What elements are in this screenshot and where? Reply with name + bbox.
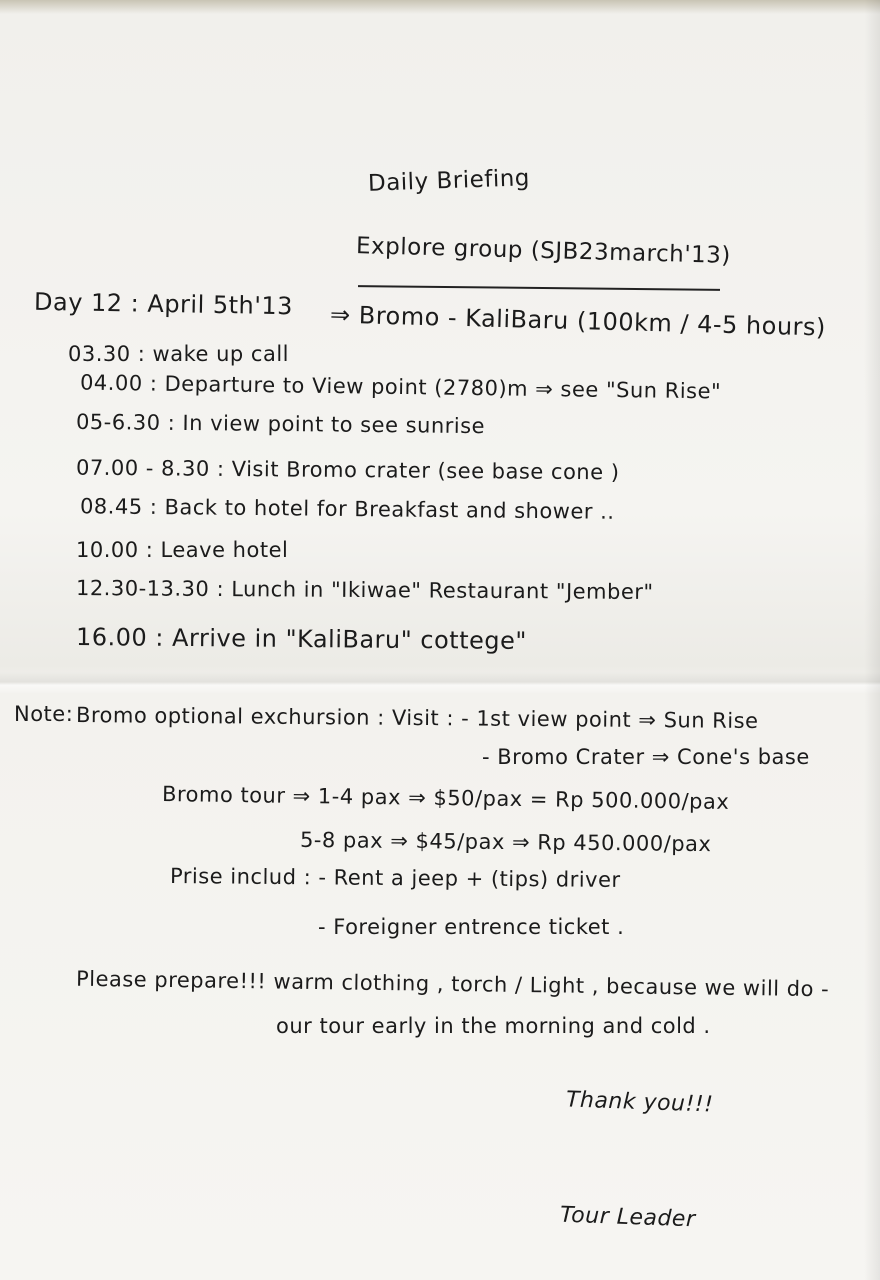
schedule-item: 05-6.30 : In view point to see sunrise [75, 409, 486, 439]
note-line: Bromo optional exchursion : Visit : - 1st view point ⇒ Sun Rise [75, 703, 759, 733]
schedule-item: 03.30 : wake up call [68, 342, 289, 366]
paper-top-edge [0, 0, 880, 14]
schedule-item: 08.45 : Back to hotel for Breakfast and shower .. [79, 494, 615, 524]
tour-price-line: 5-8 pax ⇒ $45/pax ⇒ Rp 450.000/pax [299, 827, 712, 857]
title-underline [358, 285, 720, 291]
closing-thanks: Thank you!!! [565, 1087, 714, 1118]
page-subtitle: Explore group (SJB23march'13) [355, 233, 732, 269]
paper-fold-crease [0, 672, 880, 694]
schedule-item: 16.00 : Arrive in "KaliBaru" cottege" [75, 623, 527, 655]
schedule-item: 04.00 : Departure to View point (2780)m ⇒ see "Sun Rise" [79, 370, 722, 404]
signature: Tour Leader [559, 1202, 696, 1233]
prepare-note: our tour early in the morning and cold . [276, 1014, 711, 1038]
schedule-item: 10.00 : Leave hotel [76, 538, 289, 562]
paper-right-edge [864, 0, 880, 1280]
price-includes-line: Prise includ : - Rent a jeep + (tips) driver [169, 864, 621, 892]
price-includes-line: - Foreigner entrence ticket . [318, 915, 625, 939]
schedule-item: 07.00 - 8.30 : Visit Bromo crater (see base cone ) [75, 455, 620, 485]
prepare-note: Please prepare!!! warm clothing , torch / Light , because we will do - [75, 966, 830, 1002]
note-label: Note: [14, 702, 74, 726]
schedule-item: 12.30-13.30 : Lunch in "Ikiwae" Restaurant "Jember" [75, 575, 654, 605]
tour-price-line: Bromo tour ⇒ 1-4 pax ⇒ $50/pax = Rp 500.000/pax [161, 782, 730, 814]
page-title: Daily Briefing [367, 165, 531, 197]
day-heading: Day 12 : April 5th'13 [33, 287, 294, 321]
route-text: ⇒ Bromo - KaliBaru (100km / 4-5 hours) [329, 300, 827, 342]
note-line: - Bromo Crater ⇒ Cone's base [482, 745, 810, 769]
